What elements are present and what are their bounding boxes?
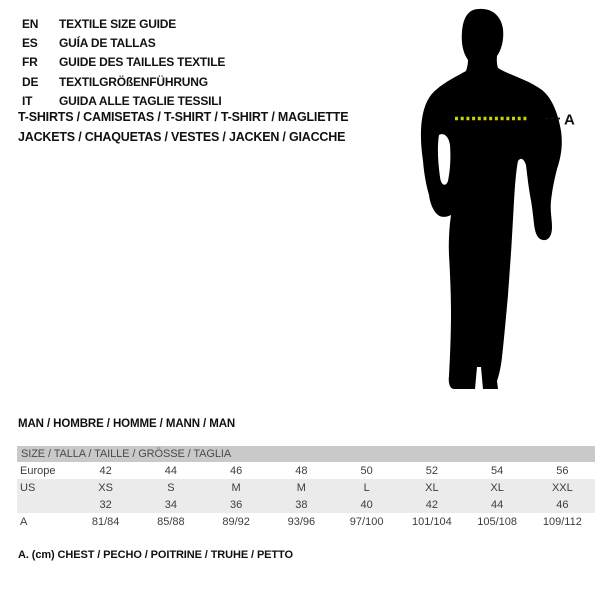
size-cell: 85/88 — [157, 516, 185, 528]
man-silhouette — [421, 9, 562, 389]
size-table-header: SIZE / TALLA / TAILLE / GRÖSSE / TAGLIA — [17, 446, 595, 462]
size-cell: 81/84 — [91, 516, 120, 528]
man-silhouette-figure — [405, 5, 580, 395]
size-cell: 40 — [360, 498, 373, 511]
size-cell: 34 — [164, 498, 177, 511]
size-cell: 97/100 — [349, 516, 384, 528]
size-cell: 109/112 — [542, 516, 582, 528]
table-row-us — [17, 479, 595, 496]
size-cell: 52 — [425, 464, 438, 477]
language-row — [22, 72, 225, 91]
measurement-footnote: A. (cm) CHEST / PECHO / POITRINE / TRUHE / PETTO — [18, 549, 293, 561]
table-row-europe — [17, 462, 595, 479]
table-row-us-numeric — [17, 496, 595, 513]
size-cell: XL — [425, 481, 439, 494]
size-cell: 46 — [556, 498, 569, 511]
row-label: US — [20, 481, 36, 494]
size-cell: 105/108 — [477, 516, 517, 528]
language-row — [22, 14, 225, 33]
size-cell: XL — [490, 481, 504, 494]
size-cell: 44 — [164, 464, 177, 477]
category-jackets: JACKETS / CHAQUETAS / VESTES / JACKEN / GIACCHE — [18, 129, 346, 144]
language-label: GUÍA DE TALLAS — [59, 35, 156, 50]
row-label — [17, 496, 73, 513]
size-cell: 101/104 — [411, 516, 452, 528]
language-row — [22, 33, 225, 52]
size-cell: 56 — [556, 464, 569, 477]
size-cell: S — [167, 481, 175, 494]
size-cell: 89/92 — [222, 516, 250, 528]
size-cell: 38 — [295, 498, 308, 511]
row-label: Europe — [20, 464, 56, 477]
language-label: GUIDE DES TAILLES TEXTILE — [59, 55, 226, 70]
language-code: DE — [22, 74, 39, 89]
size-cell: M — [231, 481, 241, 494]
language-code: FR — [22, 55, 38, 70]
language-code: ES — [22, 35, 38, 50]
size-table — [17, 446, 595, 531]
language-label: TEXTILGRÖßENFÜHRUNG — [59, 74, 208, 89]
size-cell: 32 — [99, 498, 112, 511]
language-code: EN — [22, 16, 39, 31]
table-row-chest-cm — [17, 513, 595, 531]
section-title-man: MAN / HOMBRE / HOMME / MANN / MAN — [18, 418, 236, 430]
language-label: TEXTILE SIZE GUIDE — [59, 16, 177, 31]
size-cell: 54 — [491, 464, 504, 477]
size-cell: L — [363, 481, 370, 494]
category-tshirts: T-SHIRTS / CAMISETAS / T-SHIRT / T-SHIRT / MAGLIETTE — [18, 110, 349, 124]
size-cell: 50 — [360, 464, 373, 477]
language-row — [22, 53, 225, 72]
garment-categories — [18, 108, 348, 147]
language-label: GUIDA ALLE TAGLIE TESSILI — [59, 93, 222, 108]
size-cell: 48 — [295, 464, 308, 477]
size-cell: 93/96 — [287, 516, 316, 528]
size-cell: 46 — [230, 464, 243, 477]
measure-label-a: A — [564, 111, 575, 129]
size-cell: 44 — [491, 498, 504, 511]
language-list — [22, 14, 225, 110]
size-cell: XXL — [551, 481, 573, 494]
size-cell: M — [296, 481, 306, 494]
row-label: A — [20, 516, 28, 528]
language-code: IT — [22, 93, 33, 108]
size-cell: 42 — [99, 464, 112, 477]
size-cell: XS — [98, 481, 113, 494]
size-cell: 42 — [425, 498, 438, 511]
size-cell: 36 — [230, 498, 243, 511]
